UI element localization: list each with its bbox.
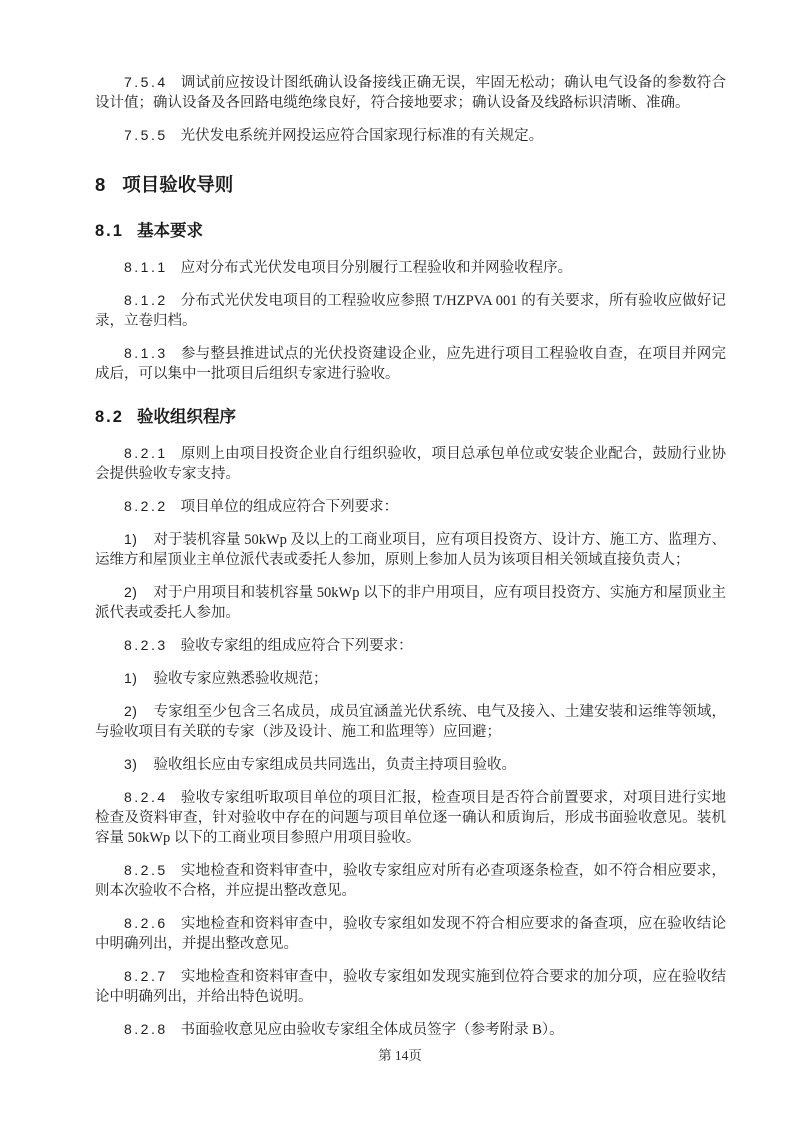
clause-text: 实地检查和资料审查中，验收专家组如发现实施到位符合要求的加分项，应在验收结论中明确列出，并给出特色说明。: [95, 969, 726, 1005]
list-item-1: [95, 529, 726, 570]
clause-number: 8.2.7: [124, 968, 168, 984]
clause-number: 8.2.2: [124, 498, 168, 514]
clause-8-2-4: [95, 787, 726, 848]
clause-number: 8.1.2: [124, 292, 168, 308]
clause-8-2-1: [95, 443, 726, 484]
clause-text: 书面验收意见应由验收专家组全体成员签字（参考附录 B）。: [180, 1022, 564, 1038]
clause-8-1-2: [95, 290, 726, 331]
clause-7-5-5: [95, 125, 726, 146]
clause-number: 7.5.4: [124, 74, 168, 90]
clause-8-1-3: [95, 343, 726, 384]
list-item-number: 3): [124, 756, 138, 772]
list-item-number: 1): [124, 670, 138, 686]
list-item-number: 2): [124, 584, 138, 600]
clause-text: 参与整县推进试点的光伏投资建设企业，应先进行项目工程验收自查，在项目并网完成后，可以集中一批项目后组织专家进行验收。: [95, 346, 726, 382]
list-item-2: [95, 582, 726, 623]
clause-7-5-4: [95, 72, 726, 113]
clause-number: 8.2.6: [124, 915, 168, 931]
clause-text: 分布式光伏发电项目的工程验收应参照 T/HZPVA 001 的有关要求，所有验收应做好记录，立卷归档。: [95, 293, 726, 329]
list-item-number: 1): [124, 531, 138, 547]
list-item-text: 对于户用项目和装机容量 50kWp 以下的非户用项目，应有项目投资方、实施方和屋顶业主派代表或委托人参加。: [95, 585, 726, 621]
clause-number: 8.2.5: [124, 862, 168, 878]
page-footer: [0, 1044, 800, 1064]
subsection-heading-text: 验收组织程序: [136, 408, 236, 426]
clause-8-2-5: [95, 860, 726, 901]
list-item-1: [95, 668, 726, 689]
subsection-heading-number: 8.1: [95, 222, 124, 240]
clause-8-2-8: [95, 1019, 726, 1040]
list-item-3: [95, 754, 726, 775]
list-item-number: 2): [124, 703, 138, 719]
clause-8-2-3: [95, 635, 726, 656]
clause-text: 实地检查和资料审查中，验收专家组如发现不符合相应要求的备查项，应在验收结论中明确列出，并提出整改意见。: [95, 916, 726, 952]
clause-text: 实地检查和资料审查中，验收专家组应对所有必查项逐条检查，如不符合相应要求，则本次验收不合格，并应提出整改意见。: [95, 863, 726, 899]
list-item-text: 对于装机容量 50kWp 及以上的工商业项目，应有项目投资方、设计方、施工方、监理方、运维方和屋顶业主单位派代表或委托人参加，原则上参加人员为该项目相关领域直接负责人；: [95, 532, 726, 568]
clause-text: 调试前应按设计图纸确认设备接线正确无误，牢固无松动；确认电气设备的参数符合设计值；确认设备及各回路电缆绝缘良好，符合接地要求；确认设备及线路标识清晰、准确。: [95, 75, 726, 111]
clause-text: 应对分布式光伏发电项目分别履行工程验收和并网验收程序。: [180, 260, 573, 276]
clause-number: 8.1.3: [124, 345, 168, 361]
clause-text: 验收专家组听取项目单位的项目汇报，检查项目是否符合前置要求，对项目进行实地检查及资料审查，针对验收中存在的问题与项目单位逐一确认和质询后，形成书面验收意见。装机容量 50kWp 以下的工商业项目参照户用项目验收。: [95, 790, 726, 846]
subsection-heading-number: 8.2: [95, 408, 124, 426]
section-heading-number: 8: [95, 174, 107, 195]
clause-number: 7.5.5: [124, 127, 168, 143]
list-item-text: 验收专家应熟悉验收规范；: [153, 671, 328, 687]
subsection-heading-8-2: [95, 406, 726, 428]
subsection-heading-text: 基本要求: [136, 222, 203, 240]
clause-number: 8.1.1: [124, 259, 168, 275]
clause-number: 8.2.3: [124, 637, 168, 653]
clause-8-2-2: [95, 496, 726, 517]
section-heading-text: 项目验收导则: [122, 174, 234, 195]
list-item-text: 验收组长应由专家组成员共同选出，负责主持项目验收。: [153, 757, 516, 773]
clause-text: 光伏发电系统并网投运应符合国家现行标准的有关规定。: [180, 128, 544, 144]
clause-number: 8.2.8: [124, 1021, 168, 1037]
clause-number: 8.2.1: [124, 445, 168, 461]
subsection-heading-8-1: [95, 220, 726, 242]
clause-text: 项目单位的组成应符合下列要求：: [180, 499, 399, 515]
list-item-text: 专家组至少包含三名成员，成员宜涵盖光伏系统、电气及接入、土建安装和运维等领域，与验收项目有关联的专家（涉及设计、施工和监理等）应回避；: [95, 704, 726, 740]
list-item-2: [95, 701, 726, 742]
section-heading-8: [95, 173, 726, 197]
clause-text: 验收专家组的组成应符合下列要求：: [180, 638, 413, 654]
clause-text: 原则上由项目投资企业自行组织验收，项目总承包单位或安装企业配合，鼓励行业协会提供验收专家支持。: [95, 446, 726, 482]
clause-8-2-6: [95, 913, 726, 954]
clause-number: 8.2.4: [124, 789, 168, 805]
page-number: 第 14页: [378, 1048, 422, 1063]
clause-8-2-7: [95, 966, 726, 1007]
clause-8-1-1: [95, 257, 726, 278]
